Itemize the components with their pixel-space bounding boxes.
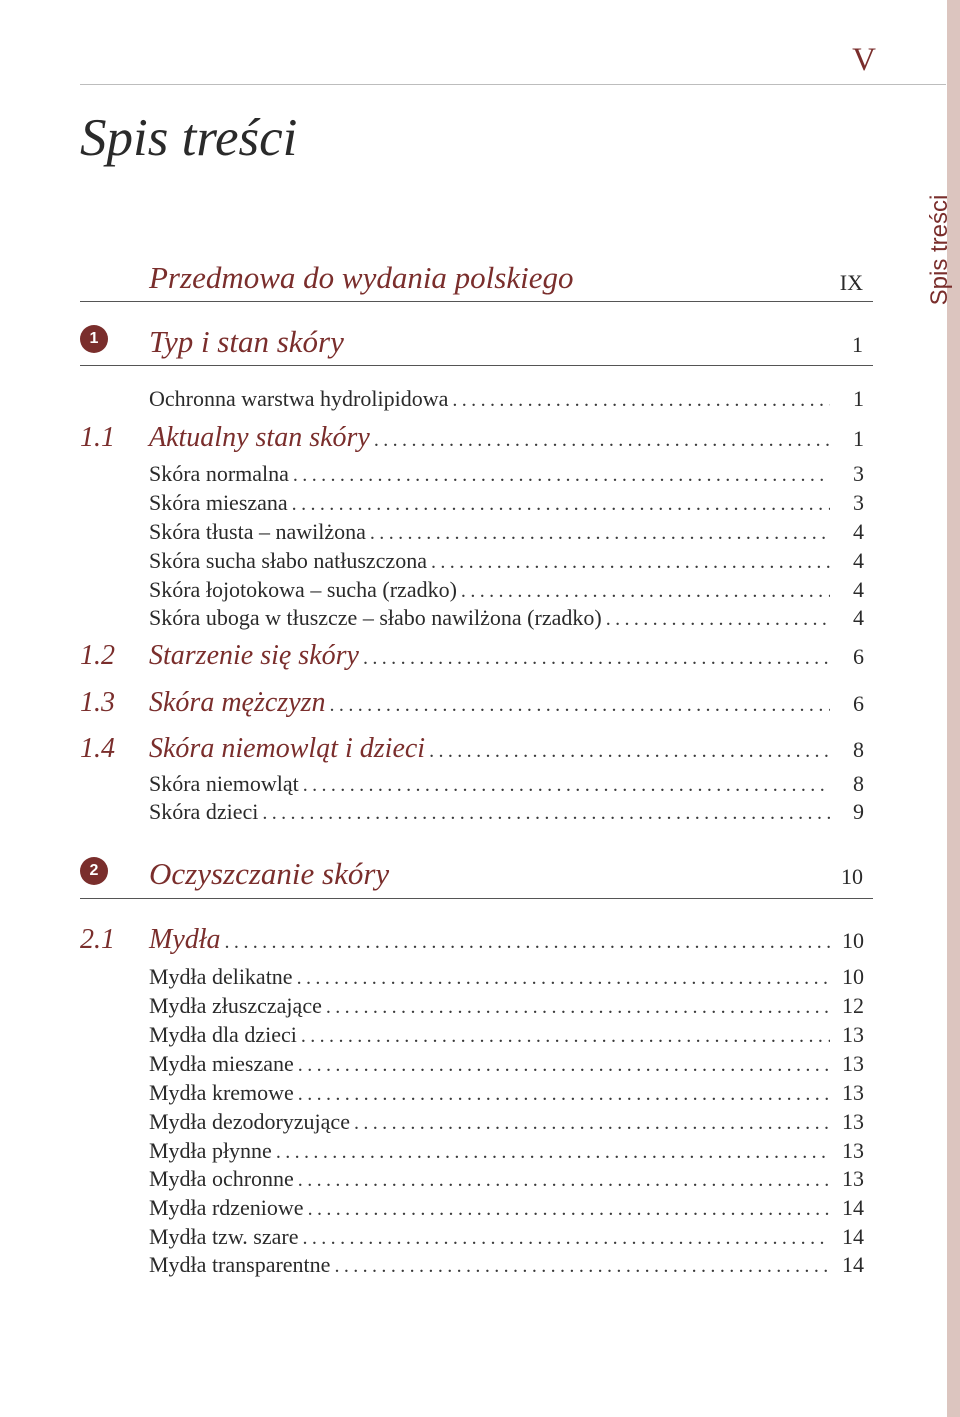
toc-section-entry[interactable]: [80, 733, 864, 765]
section-title: Skóra niemowląt i dzieci: [149, 733, 426, 764]
entry-title: Skóra sucha słabo natłuszczona: [149, 548, 427, 573]
entry-page: 9: [853, 799, 864, 824]
toc-entry[interactable]: [80, 993, 864, 1019]
section-number: 1.4: [80, 733, 115, 764]
entry-page: 12: [842, 993, 864, 1018]
toc-entry[interactable]: [80, 548, 864, 574]
dot-leader: [293, 464, 830, 487]
side-tab-label: Spis treści: [926, 194, 953, 306]
chapter-title: Typ i stan skóry: [149, 324, 344, 359]
dot-leader: [303, 774, 830, 797]
entry-page: 10: [842, 928, 864, 953]
toc-entry[interactable]: [80, 605, 864, 631]
entry-page: 13: [842, 1051, 864, 1076]
entry-page: 4: [853, 519, 864, 544]
dot-leader: [370, 522, 830, 545]
entry-page: 6: [853, 691, 864, 716]
entry-page: 13: [842, 1109, 864, 1134]
dot-leader: [429, 740, 830, 763]
entry-page: 4: [853, 548, 864, 573]
toc-entry[interactable]: [80, 490, 864, 516]
entry-title: Mydła transparentne: [149, 1252, 331, 1277]
toc-entry[interactable]: [80, 519, 864, 545]
toc-entry[interactable]: [80, 1080, 864, 1106]
toc-entry[interactable]: [80, 1224, 864, 1250]
chapter-heading-1[interactable]: [80, 318, 873, 366]
dot-leader: [225, 931, 830, 954]
dot-leader: [326, 996, 830, 1019]
chapter-rule: [80, 365, 873, 367]
toc-section-entry[interactable]: [80, 422, 864, 454]
entry-page: 13: [842, 1138, 864, 1163]
entry-page: 3: [853, 461, 864, 486]
toc-entry[interactable]: [80, 386, 864, 412]
dot-leader: [302, 1227, 830, 1250]
toc-section-entry[interactable]: [80, 924, 864, 956]
header-rule: [80, 84, 946, 85]
entry-title: Skóra dzieci: [149, 799, 259, 824]
toc-entry[interactable]: [80, 1051, 864, 1077]
toc-section-entry[interactable]: [80, 687, 864, 719]
page-title: Spis treści: [80, 109, 298, 167]
entry-page: 8: [853, 737, 864, 762]
entry-title: Skóra normalna: [149, 461, 289, 486]
dot-leader: [308, 1198, 830, 1221]
chapter-page: 10: [841, 864, 863, 889]
front-matter-page: IX: [839, 270, 863, 295]
section-number: 2.1: [80, 924, 115, 955]
section-title: Mydła: [149, 924, 221, 955]
toc-entry[interactable]: [80, 1166, 864, 1192]
toc-entry[interactable]: [80, 1252, 864, 1278]
entry-title: Skóra niemowląt: [149, 771, 299, 796]
chapter-rule: [80, 898, 873, 900]
dot-leader: [452, 389, 830, 412]
toc-entry[interactable]: [80, 1022, 864, 1048]
dot-leader: [330, 694, 830, 717]
dot-leader: [431, 551, 830, 574]
front-matter-title: Przedmowa do wydania polskiego: [149, 260, 574, 295]
entry-title: Mydła tzw. szare: [149, 1224, 299, 1249]
entry-page: 1: [853, 426, 864, 451]
entry-page: 8: [853, 771, 864, 796]
entry-page: 6: [853, 644, 864, 669]
entry-page: 13: [842, 1080, 864, 1105]
entry-page: 14: [842, 1224, 864, 1249]
dot-leader: [354, 1112, 830, 1135]
entry-page: 13: [842, 1166, 864, 1191]
dot-leader: [363, 647, 830, 670]
dot-leader: [301, 1025, 830, 1048]
entry-page: 10: [842, 964, 864, 989]
entry-title: Skóra łojotokowa – sucha (rzadko): [149, 577, 457, 602]
entry-title: Skóra tłusta – nawilżona: [149, 519, 366, 544]
chapter-rule: [80, 301, 873, 303]
chapter-title: Oczyszczanie skóry: [149, 856, 390, 891]
toc-entry[interactable]: [80, 771, 864, 797]
dot-leader: [606, 608, 830, 631]
dot-leader: [276, 1141, 830, 1164]
entry-title: Skóra mieszana: [149, 490, 288, 515]
entry-title: Mydła złuszczające: [149, 993, 322, 1018]
section-number: 1.1: [80, 422, 115, 453]
chapter-heading-2[interactable]: [80, 849, 873, 899]
chapter-page: 1: [852, 332, 863, 357]
chapter-number-badge: 2: [80, 857, 108, 885]
dot-leader: [297, 967, 830, 990]
entry-page: 4: [853, 605, 864, 630]
entry-title: Mydła mieszane: [149, 1051, 294, 1076]
page-numeral: V: [852, 42, 876, 78]
entry-page: 3: [853, 490, 864, 515]
entry-title: Mydła ochronne: [149, 1166, 294, 1191]
entry-title: Mydła kremowe: [149, 1080, 294, 1105]
toc-entry[interactable]: [80, 577, 864, 603]
entry-page: 14: [842, 1195, 864, 1220]
dot-leader: [298, 1169, 830, 1192]
section-title: Starzenie się skóry: [149, 640, 359, 671]
toc-front-matter[interactable]: [80, 252, 873, 302]
dot-leader: [374, 429, 830, 452]
section-number: 1.3: [80, 687, 115, 718]
dot-leader: [262, 802, 830, 825]
entry-page: 13: [842, 1022, 864, 1047]
entry-title: Mydła dezodoryzujące: [149, 1109, 350, 1134]
toc-entry[interactable]: [80, 1109, 864, 1135]
toc-entry[interactable]: [80, 461, 864, 487]
entry-page: 14: [842, 1252, 864, 1277]
toc-section-entry[interactable]: [80, 640, 864, 672]
entry-title: Ochronna warstwa hydrolipidowa: [149, 386, 449, 411]
chapter-number-badge: 1: [80, 325, 108, 353]
entry-title: Skóra uboga w tłuszcze – słabo nawilżona (rzadko): [149, 605, 602, 630]
entry-page: 1: [853, 386, 864, 411]
dot-leader: [461, 580, 830, 603]
toc-entry[interactable]: [80, 1138, 864, 1164]
entry-page: 4: [853, 577, 864, 602]
toc-entry[interactable]: [80, 964, 864, 990]
toc-entry[interactable]: [80, 799, 864, 825]
section-number: 1.2: [80, 640, 115, 671]
entry-title: Mydła płynne: [149, 1138, 272, 1163]
entry-title: Mydła rdzeniowe: [149, 1195, 304, 1220]
entry-title: Mydła dla dzieci: [149, 1022, 297, 1047]
entry-title: Mydła delikatne: [149, 964, 293, 989]
dot-leader: [334, 1255, 830, 1278]
dot-leader: [292, 493, 830, 516]
dot-leader: [298, 1083, 830, 1106]
dot-leader: [298, 1054, 830, 1077]
section-title: Aktualny stan skóry: [149, 422, 370, 453]
toc-entry[interactable]: [80, 1195, 864, 1221]
section-title: Skóra mężczyzn: [149, 687, 326, 718]
